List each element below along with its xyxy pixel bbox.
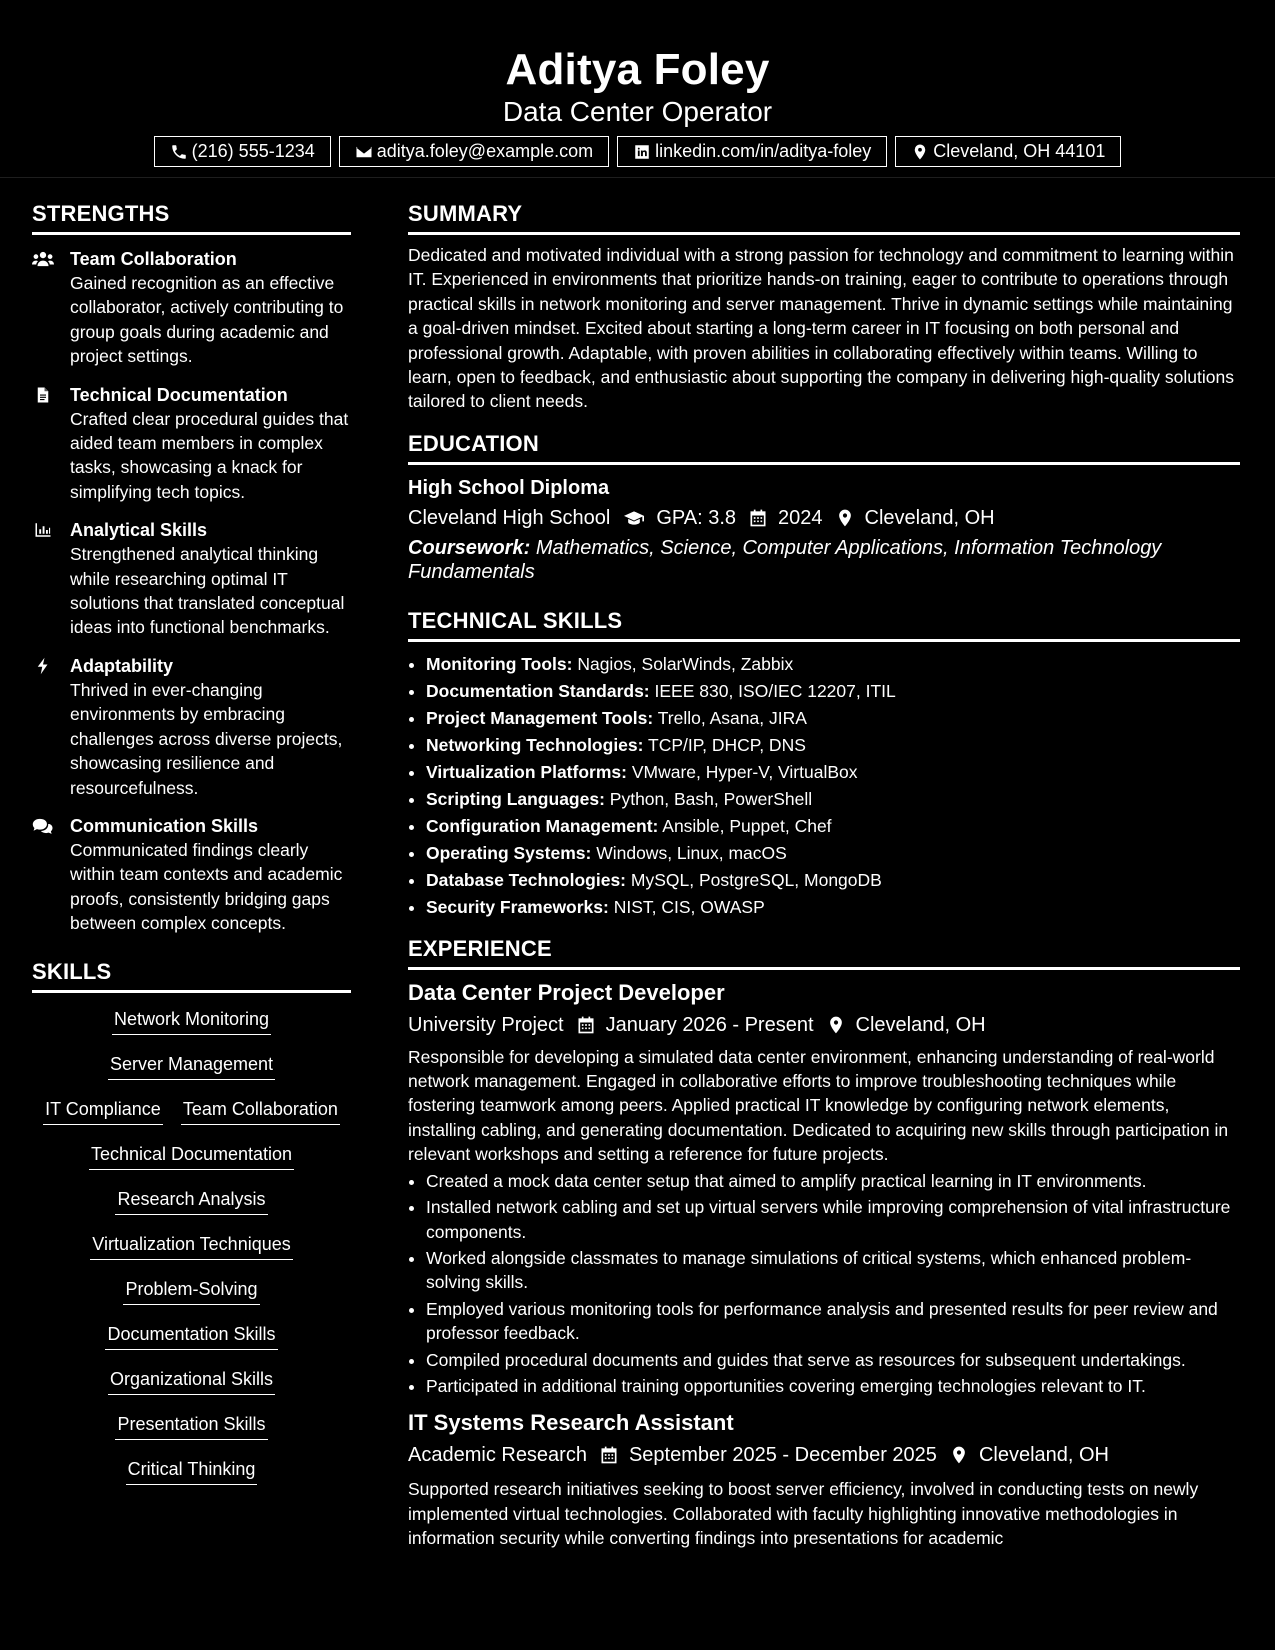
strength-desc: Strengthened analytical thinking while researching optimal IT solutions that translated conceptual ideas into functional benchmarks. xyxy=(70,544,345,638)
skill-category: Configuration Management: xyxy=(426,815,659,836)
resume-header xyxy=(0,0,1275,178)
coursework-list: Mathematics, Science, Computer Applications, Information Technology Fundamentals xyxy=(408,536,1162,584)
skill-values: Windows, Linux, macOS xyxy=(596,842,787,863)
experience-org: Academic Research xyxy=(408,1444,587,1467)
list-item: • Participated in additional training opportunities covering emerging technologies relevant to IT. xyxy=(426,1374,1240,1398)
skill-values: MySQL, PostgreSQL, MongoDB xyxy=(630,869,882,890)
list-item: • Installed network cabling and set up virtual servers while improving comprehension of vital infrastructure components. xyxy=(426,1195,1240,1244)
skill-category: Virtualization Platforms: xyxy=(426,761,627,782)
skill-tag: Documentation Skills xyxy=(105,1322,277,1350)
degree-title: High School Diploma xyxy=(408,476,610,499)
skill-tag: Team Collaboration xyxy=(181,1097,340,1125)
experience-dates: January 2026 - Present xyxy=(605,1013,814,1036)
skill-values: IEEE 830, ISO/IEC 12207, ITIL xyxy=(654,680,896,701)
school-name: Cleveland High School xyxy=(408,506,611,529)
list-item xyxy=(426,759,1240,786)
skill-category: Database Technologies: xyxy=(426,869,627,890)
calendar-icon xyxy=(576,1015,596,1035)
users-icon xyxy=(32,250,54,268)
list-item xyxy=(426,678,1240,705)
experience-location: Cleveland, OH xyxy=(855,1013,986,1036)
education-heading: EDUCATION xyxy=(408,430,1240,465)
list-item xyxy=(426,732,1240,759)
skill-values: NIST, CIS, OWASP xyxy=(613,896,765,917)
strength-item xyxy=(32,247,351,369)
graduation-cap-icon xyxy=(622,508,646,528)
skills-heading: SKILLS xyxy=(32,958,351,993)
skill-category: Project Management Tools: xyxy=(426,707,654,728)
coursework-label: Coursework: xyxy=(408,536,531,559)
list-item xyxy=(426,813,1240,840)
skill-category: Monitoring Tools: xyxy=(426,653,573,674)
phone-icon xyxy=(170,143,188,161)
contact-linkedin-text: linkedin.com/in/aditya-foley xyxy=(655,141,872,161)
skill-values: Trello, Asana, JIRA xyxy=(657,707,807,728)
skill-values: Ansible, Puppet, Chef xyxy=(662,815,832,836)
list-item xyxy=(426,705,1240,732)
skill-category: Documentation Standards: xyxy=(426,680,650,701)
gpa: GPA: 3.8 xyxy=(656,506,737,529)
envelope-icon xyxy=(355,143,373,161)
skill-tag: IT Compliance xyxy=(43,1097,163,1125)
experience-meta xyxy=(408,1011,1240,1039)
experience-location: Cleveland, OH xyxy=(978,1444,1109,1467)
graduation-year: 2024 xyxy=(778,506,823,529)
bolt-icon xyxy=(32,657,54,675)
skill-tag: Virtualization Techniques xyxy=(90,1232,292,1260)
coursework xyxy=(408,536,1240,585)
contact-email-text: aditya.foley@example.com xyxy=(376,141,594,161)
skill-values: Nagios, SolarWinds, Zabbix xyxy=(577,653,794,674)
map-marker-icon xyxy=(949,1445,969,1465)
skill-values: Python, Bash, PowerShell xyxy=(609,788,813,809)
list-item: • Compiled procedural documents and guides that serve as resources for subsequent undertakings. xyxy=(426,1348,1240,1372)
strengths-list xyxy=(32,247,351,936)
contact-linkedin[interactable] xyxy=(617,136,887,167)
calendar-icon xyxy=(748,508,768,528)
skill-category: Scripting Languages: xyxy=(426,788,605,809)
summary-text: Dedicated and motivated individual with a strong passion for technology and commitment to learning within IT. Experienced in environments that prioritize hands-on training, eager to contribute to operations through practical skills in network monitoring and server management. Thrive in dynamic settings while maintaining a goal-driven mindset. Excited about starting a long-term career in IT focusing on both personal and professional growth. Adaptable, with proven abilities in collaborating effectively within teams. Willing to learn, open to feedback, and enthusiastic about supporting the company in delivering high-quality solutions tailored to client needs. xyxy=(408,245,1234,412)
experience-description: Supported research initiatives seeking to boost server efficiency, involved in conducting tests on newly implemented virtual technologies. Collaborated with faculty highlighting innovative methodologies in information security while converting findings into presentations for academic xyxy=(408,1479,1199,1549)
school-location: Cleveland, OH xyxy=(864,506,995,529)
list-item: • Worked alongside classmates to manage simulations of critical systems, which enhanced problem-solving skills. xyxy=(426,1246,1240,1295)
strength-title: Team Collaboration xyxy=(70,249,237,269)
experience-description: Responsible for developing a simulated data center environment, enhancing understanding of real-world network management. Engaged in collaborative efforts to improve troubleshooting techniques while fostering teamwork among peers. Applied practical IT knowledge by configuring network elements, installing cabling, and generating documentation. Dedicated to acquiring new skills through participation in relevant workshops and setting a reference for future projects. xyxy=(408,1046,1229,1165)
contact-location-text: Cleveland, OH 44101 xyxy=(933,141,1106,161)
skill-tag: Organizational Skills xyxy=(108,1367,275,1395)
technical-skills-heading: TECHNICAL SKILLS xyxy=(408,607,1240,642)
strength-desc: Gained recognition as an effective collaborator, actively contributing to group goals during academic and project settings. xyxy=(70,273,344,367)
map-marker-icon xyxy=(826,1015,846,1035)
left-column xyxy=(32,200,351,1494)
list-item xyxy=(426,651,1240,678)
strength-title: Adaptability xyxy=(70,655,174,676)
strength-desc: Crafted clear procedural guides that aided team members in complex tasks, showcasing a knack for simplifying tech topics. xyxy=(70,408,349,502)
experience-meta xyxy=(408,1441,1240,1469)
map-marker-icon xyxy=(835,508,855,528)
strength-desc: Communicated findings clearly within team contexts and academic proofs, consistently bridging gaps between complex concepts. xyxy=(70,839,343,934)
list-item xyxy=(426,894,1240,921)
contact-email[interactable] xyxy=(339,136,609,167)
candidate-name: Aditya Foley xyxy=(505,45,770,94)
strengths-heading: STRENGTHS xyxy=(32,200,351,235)
skill-category: Networking Technologies: xyxy=(426,734,644,755)
skill-tag: Research Analysis xyxy=(115,1187,267,1215)
experience-title: Data Center Project Developer xyxy=(408,979,725,1005)
skills-list xyxy=(32,999,351,1494)
strength-desc: Thrived in ever-changing environments by embracing challenges across diverse projects, showcasing resilience and resourcefulness. xyxy=(70,679,343,798)
strength-item xyxy=(32,383,351,505)
skill-tag: Server Management xyxy=(108,1052,275,1080)
skill-tag: Technical Documentation xyxy=(89,1142,294,1170)
strength-title: Communication Skills xyxy=(70,815,259,836)
skill-tag: Problem-Solving xyxy=(123,1277,259,1305)
contact-location xyxy=(895,136,1121,167)
skill-tag: Critical Thinking xyxy=(126,1457,258,1485)
comments-icon xyxy=(32,817,54,835)
job-title: Data Center Operator xyxy=(502,96,773,127)
experience-title: IT Systems Research Assistant xyxy=(408,1410,734,1436)
list-item: • Created a mock data center setup that aimed to amplify practical learning in IT environments. xyxy=(426,1169,1240,1193)
contact-phone-text: (216) 555-1234 xyxy=(191,141,315,161)
experience-dates: September 2025 - December 2025 xyxy=(628,1444,937,1467)
education-meta xyxy=(408,504,1240,532)
list-item: • Employed various monitoring tools for performance analysis and presented results for peer review and professor feedback. xyxy=(426,1297,1240,1346)
strength-title: Technical Documentation xyxy=(70,384,288,405)
file-icon xyxy=(32,386,54,404)
experience-org: University Project xyxy=(408,1013,564,1036)
linkedin-icon xyxy=(633,143,651,161)
list-item xyxy=(426,840,1240,867)
contact-bar xyxy=(0,136,1275,167)
skill-values: TCP/IP, DHCP, DNS xyxy=(648,734,806,755)
skill-tag: Presentation Skills xyxy=(115,1412,267,1440)
list-item xyxy=(426,786,1240,813)
list-item xyxy=(426,867,1240,894)
strength-item xyxy=(32,814,351,936)
skill-values: VMware, Hyper-V, VirtualBox xyxy=(631,761,858,782)
right-column xyxy=(408,200,1240,1551)
strength-title: Analytical Skills xyxy=(70,520,208,541)
calendar-icon xyxy=(599,1445,619,1465)
skill-category: Operating Systems: xyxy=(426,842,592,863)
strength-item xyxy=(32,654,351,800)
technical-skills-list xyxy=(408,651,1240,921)
chart-bar-icon xyxy=(32,521,54,539)
strength-item xyxy=(32,518,351,640)
experience-bullets xyxy=(408,1169,1240,1399)
summary-heading: SUMMARY xyxy=(408,200,1240,235)
contact-phone[interactable] xyxy=(154,136,331,167)
experience-heading: EXPERIENCE xyxy=(408,935,1240,970)
skill-category: Security Frameworks: xyxy=(426,896,609,917)
skill-tag: Network Monitoring xyxy=(112,1007,271,1035)
map-marker-icon xyxy=(911,143,929,161)
